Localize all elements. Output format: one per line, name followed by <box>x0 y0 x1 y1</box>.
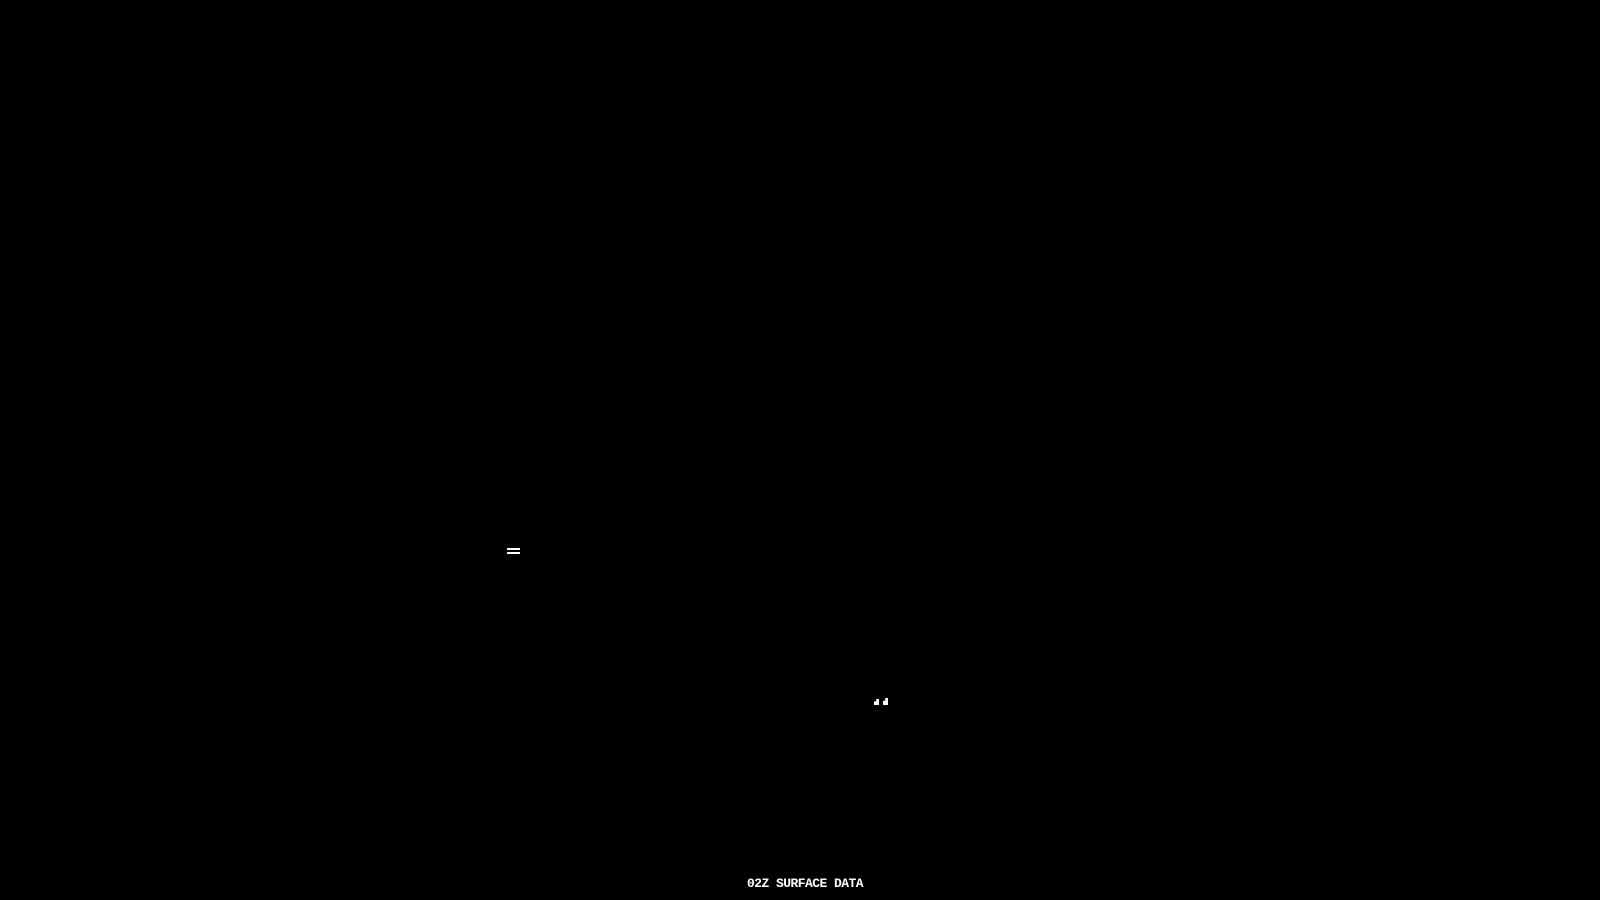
precip-dot-left <box>874 699 879 705</box>
precip-dot-right <box>883 698 888 705</box>
map-caption: 02Z SURFACE DATA <box>747 876 864 891</box>
mist-bar-top <box>507 548 520 550</box>
mist-symbol-icon <box>507 548 520 554</box>
mist-bar-bottom <box>507 552 520 554</box>
light-precipitation-symbol-icon <box>874 698 889 705</box>
